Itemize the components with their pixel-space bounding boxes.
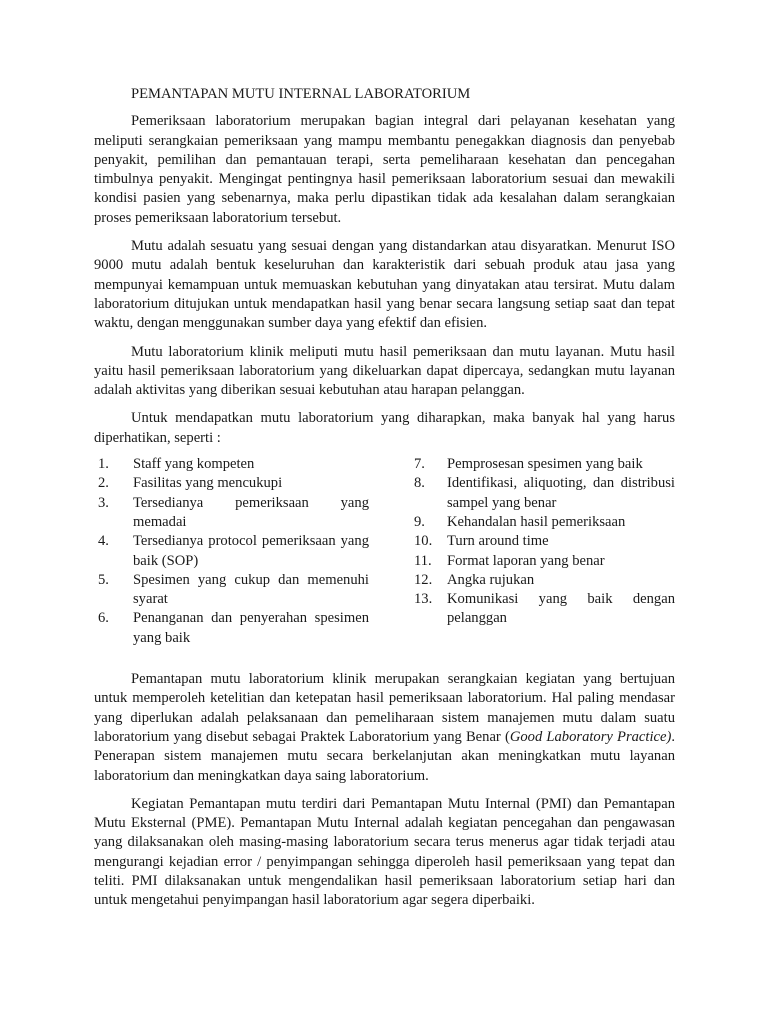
list-item-text: Penanganan dan penyerahan spesimen yang baik: [133, 610, 369, 646]
paragraph-5-text-end: . Penerapan sistem manajemen mutu secara berkelanjutan akan meningkatkan mutu layanan laboratorium dan meningkatkan daya saing laboratorium.: [94, 728, 675, 784]
paragraph-2: Mutu adalah sesuatu yang sesuai dengan yang distandarkan atau disyaratkan. Menurut ISO 9000 mutu adalah bentuk keseluruhan dan karakteristik dari sebuah produk atau jasa yang mempunyai kemampuan untuk memuaskan kebutuhan yang dinyatakan atau tersirat. Mutu dalam laboratorium ditujukan untuk mendapatkan hasil yang benar secara langsung setiap saat dan tepat waktu, dengan menggunakan sumber daya yang efektif dan efisien.: [94, 238, 675, 332]
requirements-list-left: [94, 455, 369, 648]
paragraph-6: Kegiatan Pemantapan mutu terdiri dari Pemantapan Mutu Internal (PMI) dan Pemantapan Mutu Eksternal (PME). Pemantapan Mutu Internal adalah kegiatan pencegahan dan pengawasan yang dilaksanakan oleh masing-masing laboratorium secara terus menerus agar tidak terjadi atau mengurangi kejadian error / penyimpangan sehingga diperoleh hasil pemeriksaan yang tepat dan teliti. PMI dilaksanakan untuk mengendalikan hasil pemeriksaan laboratorium setiap hari dan untuk mengetahui penyimpangan hasil laboratorium agar segera diperbaiki.: [94, 795, 675, 909]
paragraph-1: Pemeriksaan laboratorium merupakan bagian integral dari pelayanan kesehatan yang meliputi serangkaian pemeriksaan yang mampu membantu penegakkan diagnosis dan penyebab penyakit, pemilihan dan pemantauan terapi, serta pemeliharaan kesehatan dan pencegahan timbulnya penyakit. Mengingat pentingnya hasil pemeriksaan laboratorium sesuai dan mewakili kondisi pasien yang sebenarnya, maka perlu dipastikan tidak ada kesalahan dalam serangkaian proses pemeriksaan laboratorium tersebut.: [94, 113, 675, 226]
list-item-number: 5.: [98, 571, 109, 588]
list-item: [94, 494, 369, 533]
list-item-number: 7.: [414, 456, 425, 473]
list-item-text: Pemprosesan spesimen yang baik: [447, 456, 643, 473]
list-item-number: 2.: [98, 475, 109, 492]
list-item-text: Tersedianya protocol pemeriksaan yang baik (SOP): [133, 533, 369, 569]
list-item-number: 11.: [414, 552, 432, 569]
list-item: [412, 532, 675, 551]
document-page: [94, 85, 675, 920]
list-item-number: 12.: [414, 571, 433, 588]
list-item-text: Turn around time: [447, 533, 549, 550]
list-item-text: Angka rujukan: [447, 571, 535, 588]
list-item: [94, 609, 369, 648]
paragraph-5: [94, 670, 675, 786]
list-item: [94, 532, 369, 571]
list-item: [412, 552, 675, 571]
list-item-text: Komunikasi yang baik dengan pelanggan: [447, 591, 675, 627]
list-item: [94, 455, 369, 474]
list-item: [412, 455, 675, 474]
paragraph-3: Mutu laboratorium klinik meliputi mutu hasil pemeriksaan dan mutu layanan. Mutu hasil yaitu hasil pemeriksaan laboratorium yang dikeluarkan dapat dipercaya, sedangkan mutu layanan adalah aktivitas yang diberikan sesuai kebutuhan atau harapan pelanggan.: [94, 343, 675, 399]
list-item: [412, 513, 675, 532]
list-item-text: Staff yang kompeten: [133, 456, 255, 473]
list-item-number: 10.: [414, 533, 433, 550]
list-item-text: Fasilitas yang mencukupi: [133, 475, 283, 492]
paragraph-5-emphasis: Good Laboratory Practice): [509, 728, 672, 745]
list-item: [412, 590, 675, 629]
paragraph-5-text-start: Pemantapan mutu laboratorium klinik merupakan serangkaian kegiatan yang bertujuan untuk memperoleh ketelitian dan ketepatan hasil pemeriksaan laboratorium. Hal paling mendasar yang diperlukan adalah pelaksanaan dan pemeliharaan sistem manajemen mutu dalam suatu laboratorium yang disebut sebagai Praktek Laboratorium yang Benar (: [94, 671, 675, 745]
list-item-number: 6.: [98, 610, 109, 627]
requirements-list-right: [412, 455, 675, 648]
list-item: [412, 474, 675, 513]
paragraph-4: Untuk mendapatkan mutu laboratorium yang diharapkan, maka banyak hal yang harus diperhatikan, seperti :: [94, 410, 675, 446]
list-item-number: 13.: [414, 591, 433, 608]
list-item-text: Kehandalan hasil pemeriksaan: [447, 513, 626, 530]
list-item-number: 9.: [414, 513, 425, 530]
list-item-number: 4.: [98, 533, 109, 550]
list-item: [94, 474, 369, 493]
list-item-number: 3.: [98, 494, 109, 511]
list-item: [412, 571, 675, 590]
list-item-text: Identifikasi, aliquoting, dan distribusi sampel yang benar: [447, 475, 675, 511]
list-item-text: Tersedianya pemeriksaan yang memadai: [133, 494, 369, 530]
list-item-text: Spesimen yang cukup dan memenuhi syarat: [133, 571, 369, 608]
list-item-text: Format laporan yang benar: [447, 552, 605, 569]
requirements-list: [94, 455, 675, 648]
document-title: PEMANTAPAN MUTU INTERNAL LABORATORIUM: [131, 86, 471, 102]
list-item-number: 1.: [98, 456, 109, 473]
list-item: [94, 571, 369, 610]
list-item-number: 8.: [414, 475, 425, 492]
